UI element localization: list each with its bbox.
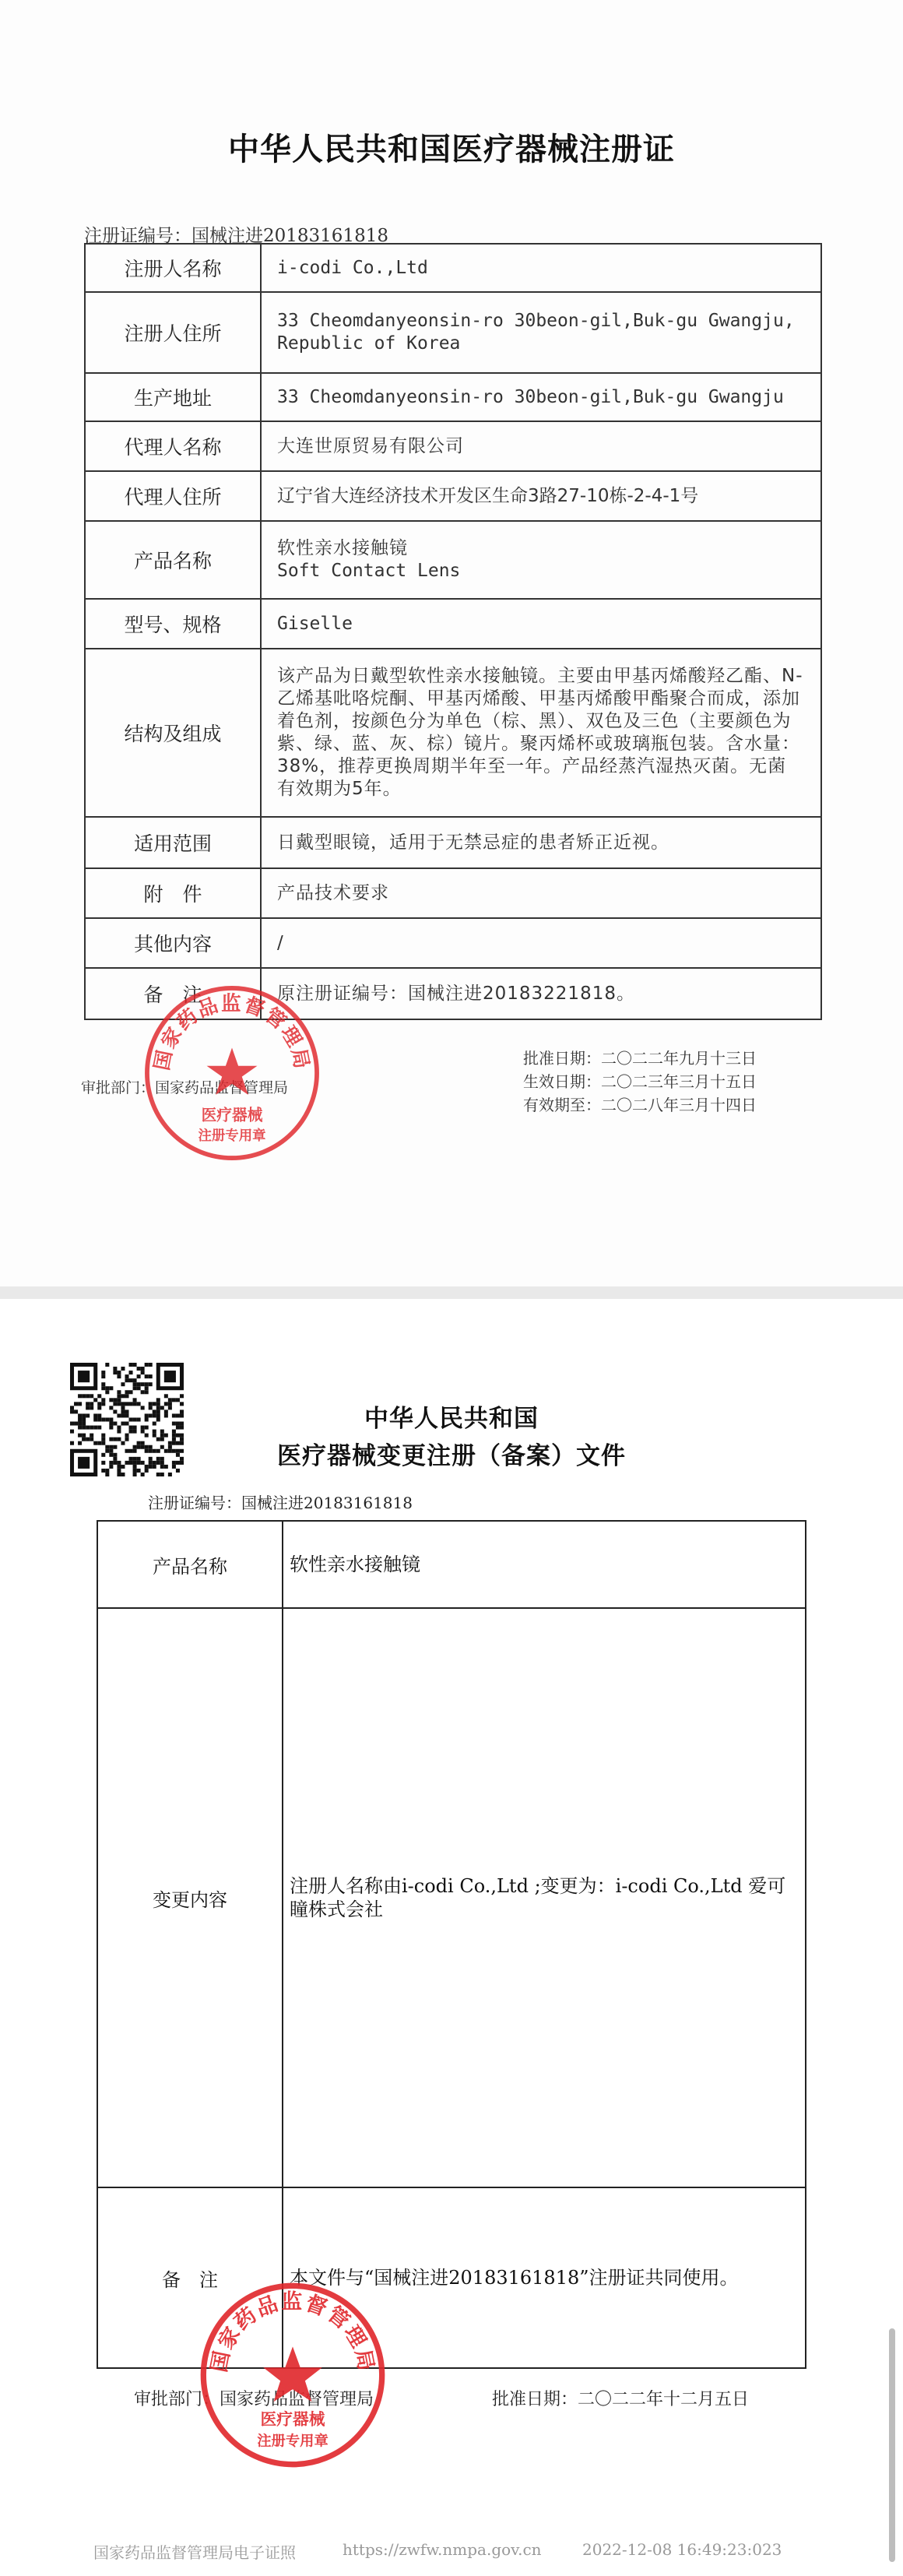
row-value: 注册人名称由i-codi Co.,Ltd ;变更为：i-codi Co.,Ltd 爱可瞳株式会社 [283, 1608, 806, 2187]
row-value: 本文件与“国械注进20183161818”注册证共同使用。 [283, 2187, 806, 2368]
row-value: 原注册证编号：国械注进20183221818。 [261, 968, 821, 1019]
svg-text:注册专用章: 注册专用章 [257, 2433, 329, 2450]
official-seal [142, 983, 322, 1163]
certificate-table [84, 243, 822, 1020]
svg-text:国家药品监督管理局: 国家药品监督管理局 [150, 991, 314, 1073]
row-label: 代理人住所 [85, 471, 261, 521]
certificate-reg-no: 注册证编号：国械注进20183161818 [84, 226, 388, 246]
svg-text:注册专用章: 注册专用章 [198, 1128, 266, 1144]
table-row [85, 244, 821, 292]
row-value: 辽宁省大连经济技术开发区生命3路27-10栋-2-4-1号 [261, 471, 821, 521]
expiry-date: 有效期至：二〇二八年三月十四日 [523, 1096, 757, 1114]
svg-text:医疗器械: 医疗器械 [260, 2409, 325, 2429]
row-label: 其他内容 [85, 918, 261, 968]
table-row [85, 521, 821, 599]
table-row [85, 868, 821, 918]
row-value: 大连世原贸易有限公司 [261, 421, 821, 471]
certificate-page [0, 0, 903, 1286]
footer-source: 国家药品监督管理局电子证照 [93, 2543, 296, 2562]
row-value: 软性亲水接触镜 [283, 1521, 806, 1608]
table-row [85, 599, 821, 649]
effective-date: 生效日期：二〇二三年三月十五日 [523, 1072, 757, 1091]
row-value: Giselle [261, 599, 821, 649]
footer-url[interactable]: https://zwfw.nmpa.gov.cn [343, 2540, 542, 2559]
row-label: 代理人名称 [85, 421, 261, 471]
row-label: 注册人名称 [85, 244, 261, 292]
row-label: 产品名称 [97, 1521, 283, 1608]
star-icon [207, 1048, 258, 1095]
row-label: 适用范围 [85, 817, 261, 868]
row-label: 型号、规格 [85, 599, 261, 649]
table-row [85, 292, 821, 373]
row-label: 变更内容 [97, 1608, 283, 2187]
certificate-dates [523, 1047, 757, 1117]
row-label: 产品名称 [85, 521, 261, 599]
change-doc-title-line1: 中华人民共和国 [364, 1405, 539, 1433]
approval-date: 批准日期：二〇二二年九月十三日 [523, 1049, 757, 1068]
official-seal [198, 2280, 388, 2470]
change-doc-approval-dept: 审批部门：国家药品监督管理局 [134, 2390, 374, 2409]
row-value: / [261, 918, 821, 968]
row-label: 附 件 [85, 868, 261, 918]
row-label: 注册人住所 [85, 292, 261, 373]
table-row [85, 373, 821, 421]
certificate-title: 中华人民共和国医疗器械注册证 [228, 132, 675, 167]
table-row [97, 1521, 806, 1608]
page-separator [0, 1286, 903, 1299]
row-value: 日戴型眼镜，适用于无禁忌症的患者矫正近视。 [261, 817, 821, 868]
svg-text:医疗器械: 医疗器械 [201, 1106, 263, 1124]
table-row [85, 471, 821, 521]
row-label: 结构及组成 [85, 649, 261, 817]
change-doc-approval-date: 批准日期：二〇二二年十二月五日 [492, 2390, 750, 2409]
approval-dept: 审批部门：国家药品监督管理局 [81, 1079, 289, 1096]
row-value: i-codi Co.,Ltd [261, 244, 821, 292]
row-value: 33 Cheomdanyeonsin-ro 30beon-gil,Buk-gu Gwangju, Republic of Korea [261, 292, 821, 373]
change-doc-title-line2: 医疗器械变更注册（备案）文件 [277, 1442, 626, 1470]
svg-text:国家药品监督管理局: 国家药品监督管理局 [206, 2289, 379, 2375]
official-seal-graphic [198, 2280, 388, 2470]
row-value: 软性亲水接触镜 Soft Contact Lens [261, 521, 821, 599]
table-row [85, 649, 821, 817]
table-row [85, 918, 821, 968]
row-label: 生产地址 [85, 373, 261, 421]
row-label: 备 注 [97, 2187, 283, 2368]
change-doc-table [97, 1520, 806, 2369]
table-row [85, 817, 821, 868]
footer-timestamp: 2022-12-08 16:49:23:023 [582, 2540, 782, 2559]
star-icon [263, 2346, 322, 2402]
change-doc-reg-no: 注册证编号：国械注进20183161818 [148, 1494, 413, 1512]
row-value: 该产品为日戴型软性亲水接触镜。主要由甲基丙烯酸羟乙酯、N-乙烯基吡咯烷酮、甲基丙烯酸、甲基丙烯酸甲酯聚合而成，添加着色剂，按颜色分为单色（棕、黑）、双色及三色（主要颜色为紫、绿、蓝、灰、棕）镜片。聚丙烯杯或玻璃瓶包装。含水量：38%，推荐更换周期半年至一年。产品经蒸汽湿热灭菌。无菌有效期为5年。 [261, 649, 821, 817]
scrollbar[interactable] [889, 2328, 895, 2562]
row-value: 33 Cheomdanyeonsin-ro 30beon-gil,Buk-gu Gwangju [261, 373, 821, 421]
row-value: 产品技术要求 [261, 868, 821, 918]
table-row [97, 1608, 806, 2187]
table-row [85, 421, 821, 471]
official-seal-graphic [142, 983, 322, 1163]
row-label: 备 注 [85, 968, 261, 1019]
